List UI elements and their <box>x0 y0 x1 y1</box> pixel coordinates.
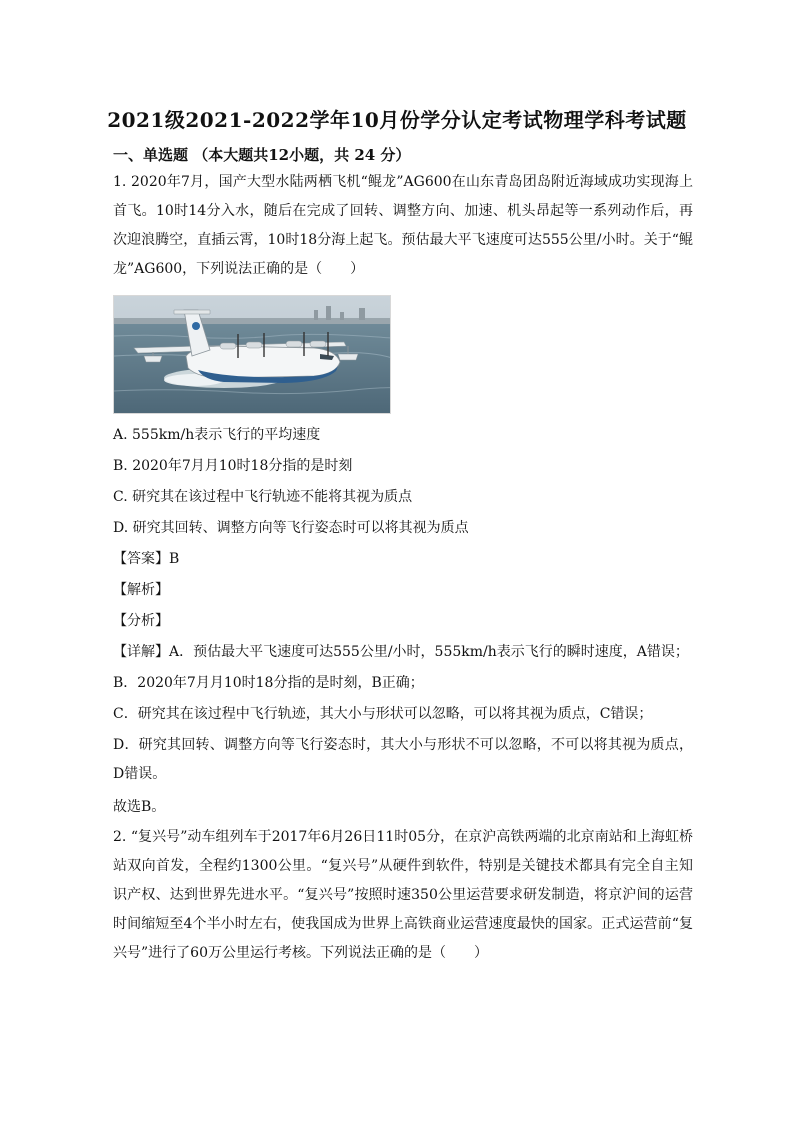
q1-detail-b: B．2020年7月月10时18分指的是时刻，B正确； <box>113 675 424 691</box>
q1-detail-d: D．研究其回转、调整方向等飞行姿态时，其大小与形状不可以忽略，不可以将其视为质点，D错误。 <box>113 737 693 782</box>
q1-option-b: B. 2020年7月月10时18分指的是时刻 <box>113 458 353 474</box>
question-2-stem: 2. “复兴号”动车组列车于2017年6月26日11时05分，在京沪高铁两端的北京南站和上海虹桥站双向首发，全程约1300公里。“复兴号”从硬件到软件，特别是关键技术都具有完全自主知识产权、达到世界先进水平。“复兴号”按照时速350公里运营要求研发制造，将京沪间的运营时间缩短至4个半小时左右，使我国成为世界上高铁商业运营速度最快的国家。正式运营前“复兴号”进行了60万公里运行考核。下列说法正确的是（ ） <box>113 829 693 961</box>
question-1-stem: 1. 2020年7月，国产大型水陆两栖飞机“鲲龙”AG600在山东青岛团岛附近海域成功实现海上首飞。10时14分入水，随后在完成了回转、调整方向、加速、机头昂起等一系列动作后，再次迎浪腾空，直插云霄，10时18分海上起飞。预估最大平飞速度可达555公里/小时。关于“鲲龙”AG600，下列说法正确的是（ ） <box>113 174 693 277</box>
q1-option-d: D. 研究其回转、调整方向等飞行姿态时可以将其视为质点 <box>113 520 469 536</box>
seaplane-photo <box>113 295 391 414</box>
q1-option-c: C. 研究其在该过程中飞行轨迹不能将其视为质点 <box>113 489 413 505</box>
q1-detail-a: 【详解】A．预估最大平飞速度可达555公里/小时，555km/h表示飞行的瞬时速度，A错误； <box>113 644 689 660</box>
q1-detail-c: C．研究其在该过程中飞行轨迹，其大小与形状可以忽略，可以将其视为质点，C错误； <box>113 706 653 722</box>
section-heading: 一、单选题 （本大题共12小题，共 24 分） <box>113 146 411 164</box>
q1-answer: 【答案】B <box>113 551 180 567</box>
q1-fenxi-label: 【分析】 <box>113 613 169 629</box>
q1-conclusion: 故选B。 <box>113 799 166 815</box>
q1-option-a: A. 555km/h表示飞行的平均速度 <box>113 427 321 443</box>
page-title: 2021级2021-2022学年10月份学分认定考试物理学科考试题 <box>107 108 687 132</box>
q1-analysis-label: 【解析】 <box>113 582 169 598</box>
